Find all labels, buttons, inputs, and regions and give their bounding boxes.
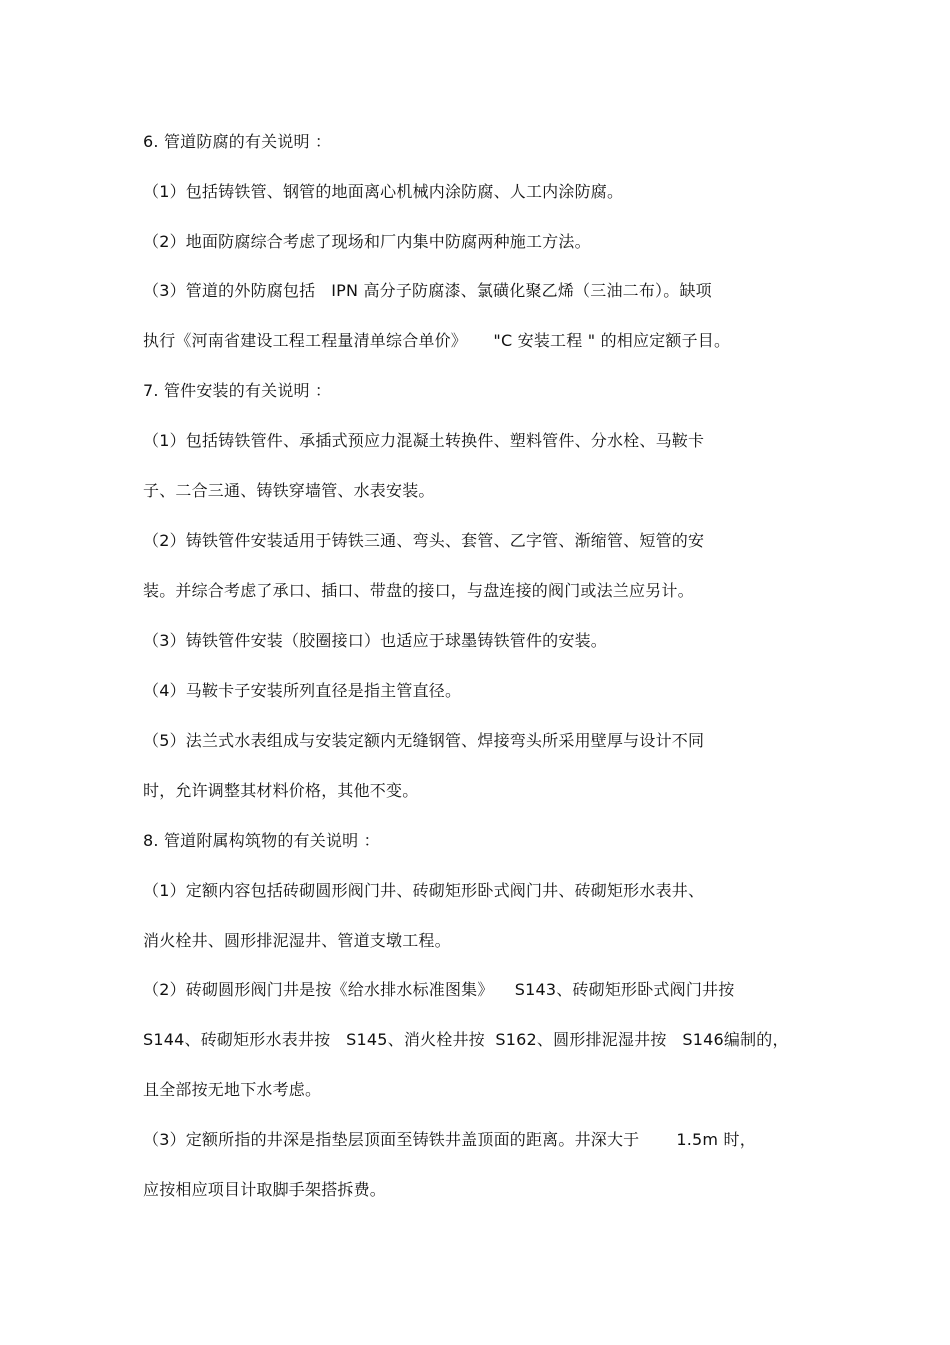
- paragraph-line: （3）定额所指的井深是指垫层顶面至铸铁井盖顶面的距离。井深大于 1.5m 时，: [143, 1130, 756, 1149]
- paragraph-line: （3）铸铁管件安装（胶圈接口）也适应于球墨铸铁管件的安装。: [143, 631, 607, 650]
- paragraph-line: 且全部按无地下水考虑。: [143, 1080, 322, 1099]
- paragraph-line: （2）砖砌圆形阀门井是按《给水排水标准图集》 S143、砖砌矩形卧式阀门井按: [143, 980, 735, 999]
- paragraph-line: （1）定额内容包括砖砌圆形阀门井、砖砌矩形卧式阀门井、砖砌矩形水表井、: [143, 881, 705, 900]
- paragraph-line: （5）法兰式水表组成与安装定额内无缝钢管、焊接弯头所采用壁厚与设计不同: [143, 731, 705, 750]
- paragraph-line: 消火栓井、圆形排泥湿井、管道支墩工程。: [143, 931, 451, 950]
- paragraph-line: （1）包括铸铁管件、承插式预应力混凝土转换件、塑料管件、分水栓、马鞍卡: [143, 431, 705, 450]
- paragraph-line: （3）管道的外防腐包括 IPN 高分子防腐漆、氯磺化聚乙烯（三油二布）。缺项: [143, 281, 712, 300]
- paragraph-line: 应按相应项目计取脚手架搭拆费。: [143, 1180, 387, 1199]
- paragraph-line: （2）地面防腐综合考虑了现场和厂内集中防腐两种施工方法。: [143, 232, 591, 251]
- paragraph-line: （2）铸铁管件安装适用于铸铁三通、弯头、套管、乙字管、渐缩管、短管的安: [143, 531, 705, 550]
- paragraph-line: 时，允许调整其材料价格，其他不变。: [143, 781, 419, 800]
- paragraph-line: （4）马鞍卡子安装所列直径是指主管直径。: [143, 681, 462, 700]
- section-8-heading: 8. 管道附属构筑物的有关说明 ：: [143, 831, 380, 850]
- paragraph-line: 执行《河南省建设工程工程量清单综合单价》 "C 安装工程 " 的相应定额子目。: [143, 331, 731, 350]
- paragraph-line: （1）包括铸铁管、钢管的地面离心机械内涂防腐、人工内涂防腐。: [143, 182, 624, 201]
- section-7-heading: 7. 管件安装的有关说明 ：: [143, 381, 332, 400]
- paragraph-line: 子、二合三通、铸铁穿墙管、水表安装。: [143, 481, 435, 500]
- paragraph-line: 装。并综合考虑了承口、插口、带盘的接口，与盘连接的阀门或法兰应另计。: [143, 581, 694, 600]
- section-6-heading: 6. 管道防腐的有关说明 ：: [143, 132, 332, 151]
- paragraph-line: S144、砖砌矩形水表井按 S145、消火栓井按 S162、圆形排泥湿井按 S146编制的，: [143, 1030, 789, 1049]
